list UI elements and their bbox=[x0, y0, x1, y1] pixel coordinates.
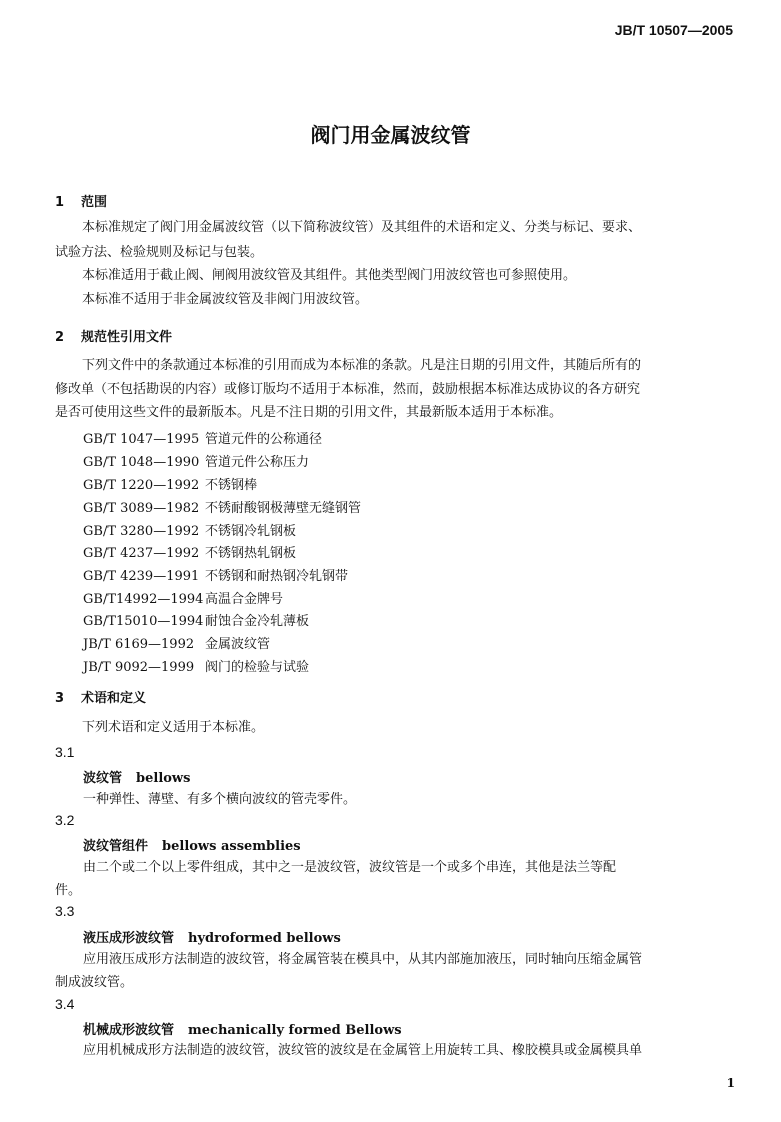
reference-code: GB/T 3089—1982 bbox=[83, 501, 200, 516]
reference-name: 阀门的检验与试验 bbox=[205, 660, 310, 675]
reference-name: 管道元件公称压力 bbox=[205, 455, 310, 470]
reference-code: GB/T14992—1994 bbox=[83, 592, 204, 607]
paragraph: 本标准不适用于非金属波纹管及非阀门用波纹管。 bbox=[82, 292, 369, 307]
section-1-heading bbox=[55, 191, 107, 210]
paragraph-line: 本标准规定了阀门用金属波纹管（以下简称波纹管）及其组件的术语和定义、分类与标记、要求、 bbox=[82, 220, 642, 235]
reference-item bbox=[83, 451, 309, 470]
section-number: 3 bbox=[55, 691, 65, 706]
term-en: hydroformed bellows bbox=[188, 931, 341, 946]
paragraph: 本标准适用于截止阀、闸阀用波纹管及其组件。其他类型阀门用波纹管也可参照使用。 bbox=[82, 268, 577, 283]
paragraph-line: 是否可使用这些文件的最新版本。凡是不注日期的引用文件，其最新版本适用于本标准。 bbox=[55, 405, 563, 420]
reference-name: 耐蚀合金冷轧薄板 bbox=[205, 614, 310, 629]
reference-item bbox=[83, 428, 322, 447]
term-definition-line: 应用液压成形方法制造的波纹管，将金属管装在模具中，从其内部施加液压，同时轴向压缩金属管 bbox=[83, 952, 643, 967]
reference-name: 金属波纹管 bbox=[205, 637, 271, 652]
term-zh: 波纹管组件 bbox=[83, 839, 149, 854]
reference-code: GB/T 4237—1992 bbox=[83, 546, 200, 561]
reference-name: 不锈耐酸钢极薄壁无缝钢管 bbox=[205, 501, 362, 516]
term-definition: 一种弹性、薄壁、有多个横向波纹的管壳零件。 bbox=[83, 792, 357, 807]
reference-name: 不锈钢冷轧钢板 bbox=[205, 524, 297, 539]
reference-code: GB/T 3280—1992 bbox=[83, 524, 200, 539]
section-number: 2 bbox=[55, 330, 65, 345]
section-title: 术语和定义 bbox=[81, 691, 147, 706]
term-en: bellows bbox=[136, 771, 191, 786]
section-number: 1 bbox=[55, 195, 65, 210]
reference-item bbox=[83, 497, 361, 516]
term-definition-line: 件。 bbox=[55, 883, 82, 898]
subclause-number: 3.3 bbox=[55, 903, 75, 919]
reference-name: 不锈钢棒 bbox=[205, 478, 258, 493]
reference-name: 管道元件的公称通径 bbox=[205, 432, 323, 447]
term-definition-line: 由二个或二个以上零件组成，其中之一是波纹管，波纹管是一个或多个串连，其他是法兰等配 bbox=[83, 860, 617, 875]
reference-item bbox=[83, 565, 348, 584]
paragraph-line: 下列文件中的条款通过本标准的引用而成为本标准的条款。凡是注日期的引用文件，其随后所有的 bbox=[82, 358, 642, 373]
reference-code: JB/T 9092—1999 bbox=[83, 660, 195, 675]
term-zh: 波纹管 bbox=[83, 771, 123, 786]
term-definition-line: 制成波纹管。 bbox=[55, 975, 134, 990]
term-zh: 机械成形波纹管 bbox=[83, 1023, 175, 1038]
section-title: 规范性引用文件 bbox=[81, 330, 173, 345]
reference-item bbox=[83, 542, 296, 561]
reference-name: 高温合金牌号 bbox=[205, 592, 284, 607]
reference-item bbox=[83, 656, 309, 675]
reference-code: GB/T 1220—1992 bbox=[83, 478, 200, 493]
section-3-heading bbox=[55, 687, 146, 706]
reference-code: JB/T 6169—1992 bbox=[83, 637, 195, 652]
term-definition-line: 应用机械成形方法制造的波纹管，波纹管的波纹是在金属管上用旋转工具、橡胶模具或金属模具单 bbox=[83, 1043, 643, 1058]
term-heading bbox=[83, 927, 341, 946]
reference-code: GB/T 1047—1995 bbox=[83, 432, 200, 447]
page-number: 1 bbox=[726, 1076, 735, 1090]
standard-number: JB/T 10507—2005 bbox=[614, 22, 733, 38]
reference-item bbox=[83, 610, 309, 629]
reference-name: 不锈钢热轧钢板 bbox=[205, 546, 297, 561]
reference-item bbox=[83, 520, 296, 539]
reference-name: 不锈钢和耐热钢冷轧钢带 bbox=[205, 569, 349, 584]
term-zh: 液压成形波纹管 bbox=[83, 931, 175, 946]
term-en: mechanically formed Bellows bbox=[188, 1023, 402, 1038]
reference-code: GB/T 4239—1991 bbox=[83, 569, 200, 584]
paragraph-line: 修改单（不包括勘误的内容）或修订版均不适用于本标准，然而，鼓励根据本标准达成协议的各方研究 bbox=[55, 382, 641, 397]
reference-item bbox=[83, 633, 270, 652]
page-title: 阀门用金属波纹管 bbox=[310, 123, 471, 147]
subclause-number: 3.4 bbox=[55, 996, 75, 1012]
term-en: bellows assemblies bbox=[162, 839, 301, 854]
reference-code: GB/T15010—1994 bbox=[83, 614, 204, 629]
reference-item bbox=[83, 588, 283, 607]
term-heading bbox=[83, 767, 190, 786]
term-heading bbox=[83, 835, 301, 854]
subclause-number: 3.2 bbox=[55, 812, 75, 828]
term-heading bbox=[83, 1019, 402, 1038]
reference-code: GB/T 1048—1990 bbox=[83, 455, 200, 470]
section-2-heading bbox=[55, 326, 172, 345]
section-title: 范围 bbox=[81, 195, 108, 210]
paragraph-line: 试验方法、检验规则及标记与包装。 bbox=[55, 245, 264, 260]
subclause-number: 3.1 bbox=[55, 744, 75, 760]
paragraph: 下列术语和定义适用于本标准。 bbox=[82, 720, 265, 735]
reference-item bbox=[83, 474, 257, 493]
